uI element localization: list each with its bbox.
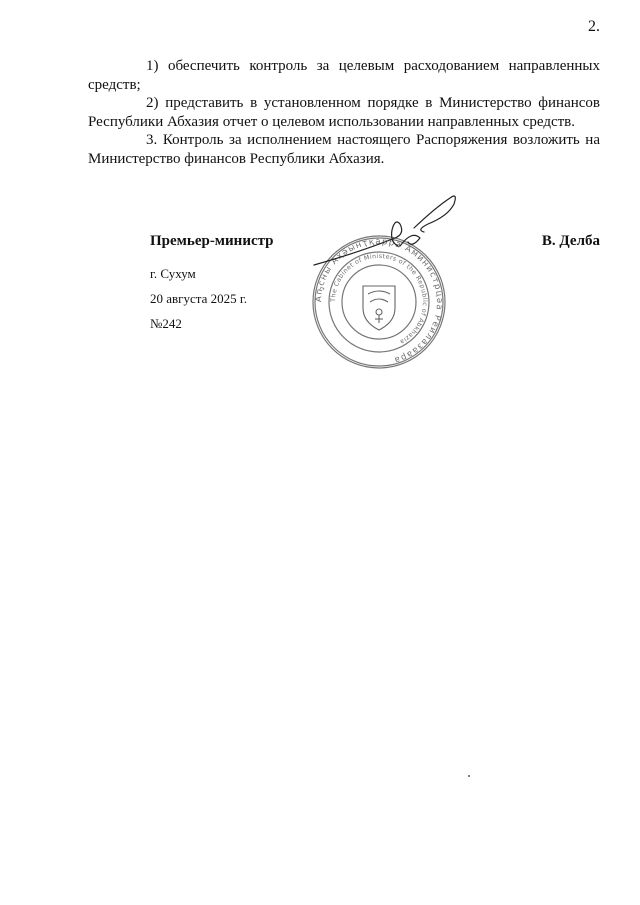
scan-speck	[468, 775, 470, 777]
document-city: г. Сухум	[150, 266, 196, 281]
signatory-name: В. Делба	[541, 233, 600, 249]
document-number: №242	[150, 316, 182, 331]
signatory-title: Премьер-министр	[150, 233, 274, 249]
paragraph-1: 1) обеспечить контроль за целевым расходованием направленных средств;	[88, 58, 600, 93]
seal-inner-text: The Cabinet of Ministers of the Republic of Abkhazia	[329, 252, 429, 346]
page-number: 2.	[588, 18, 600, 35]
seal-emblem-icon	[363, 286, 395, 330]
seal-outer-text: Аҧсны Аҳәынҭқарра Аминистрцәа Реилазаара	[313, 236, 445, 366]
document-body	[88, 57, 600, 168]
paragraph-3: 3. Контроль за исполнением настоящего Распоряжения возложить на Министерство финансов Республики Абхазия.	[88, 132, 600, 167]
paragraph-2: 2) представить в установленном порядке в Министерство финансов Республики Абхазия отчет о целевом использовании направленных средств.	[88, 95, 600, 130]
official-seal-stamp	[300, 190, 458, 370]
document-date: 20 августа 2025 г.	[150, 291, 247, 306]
